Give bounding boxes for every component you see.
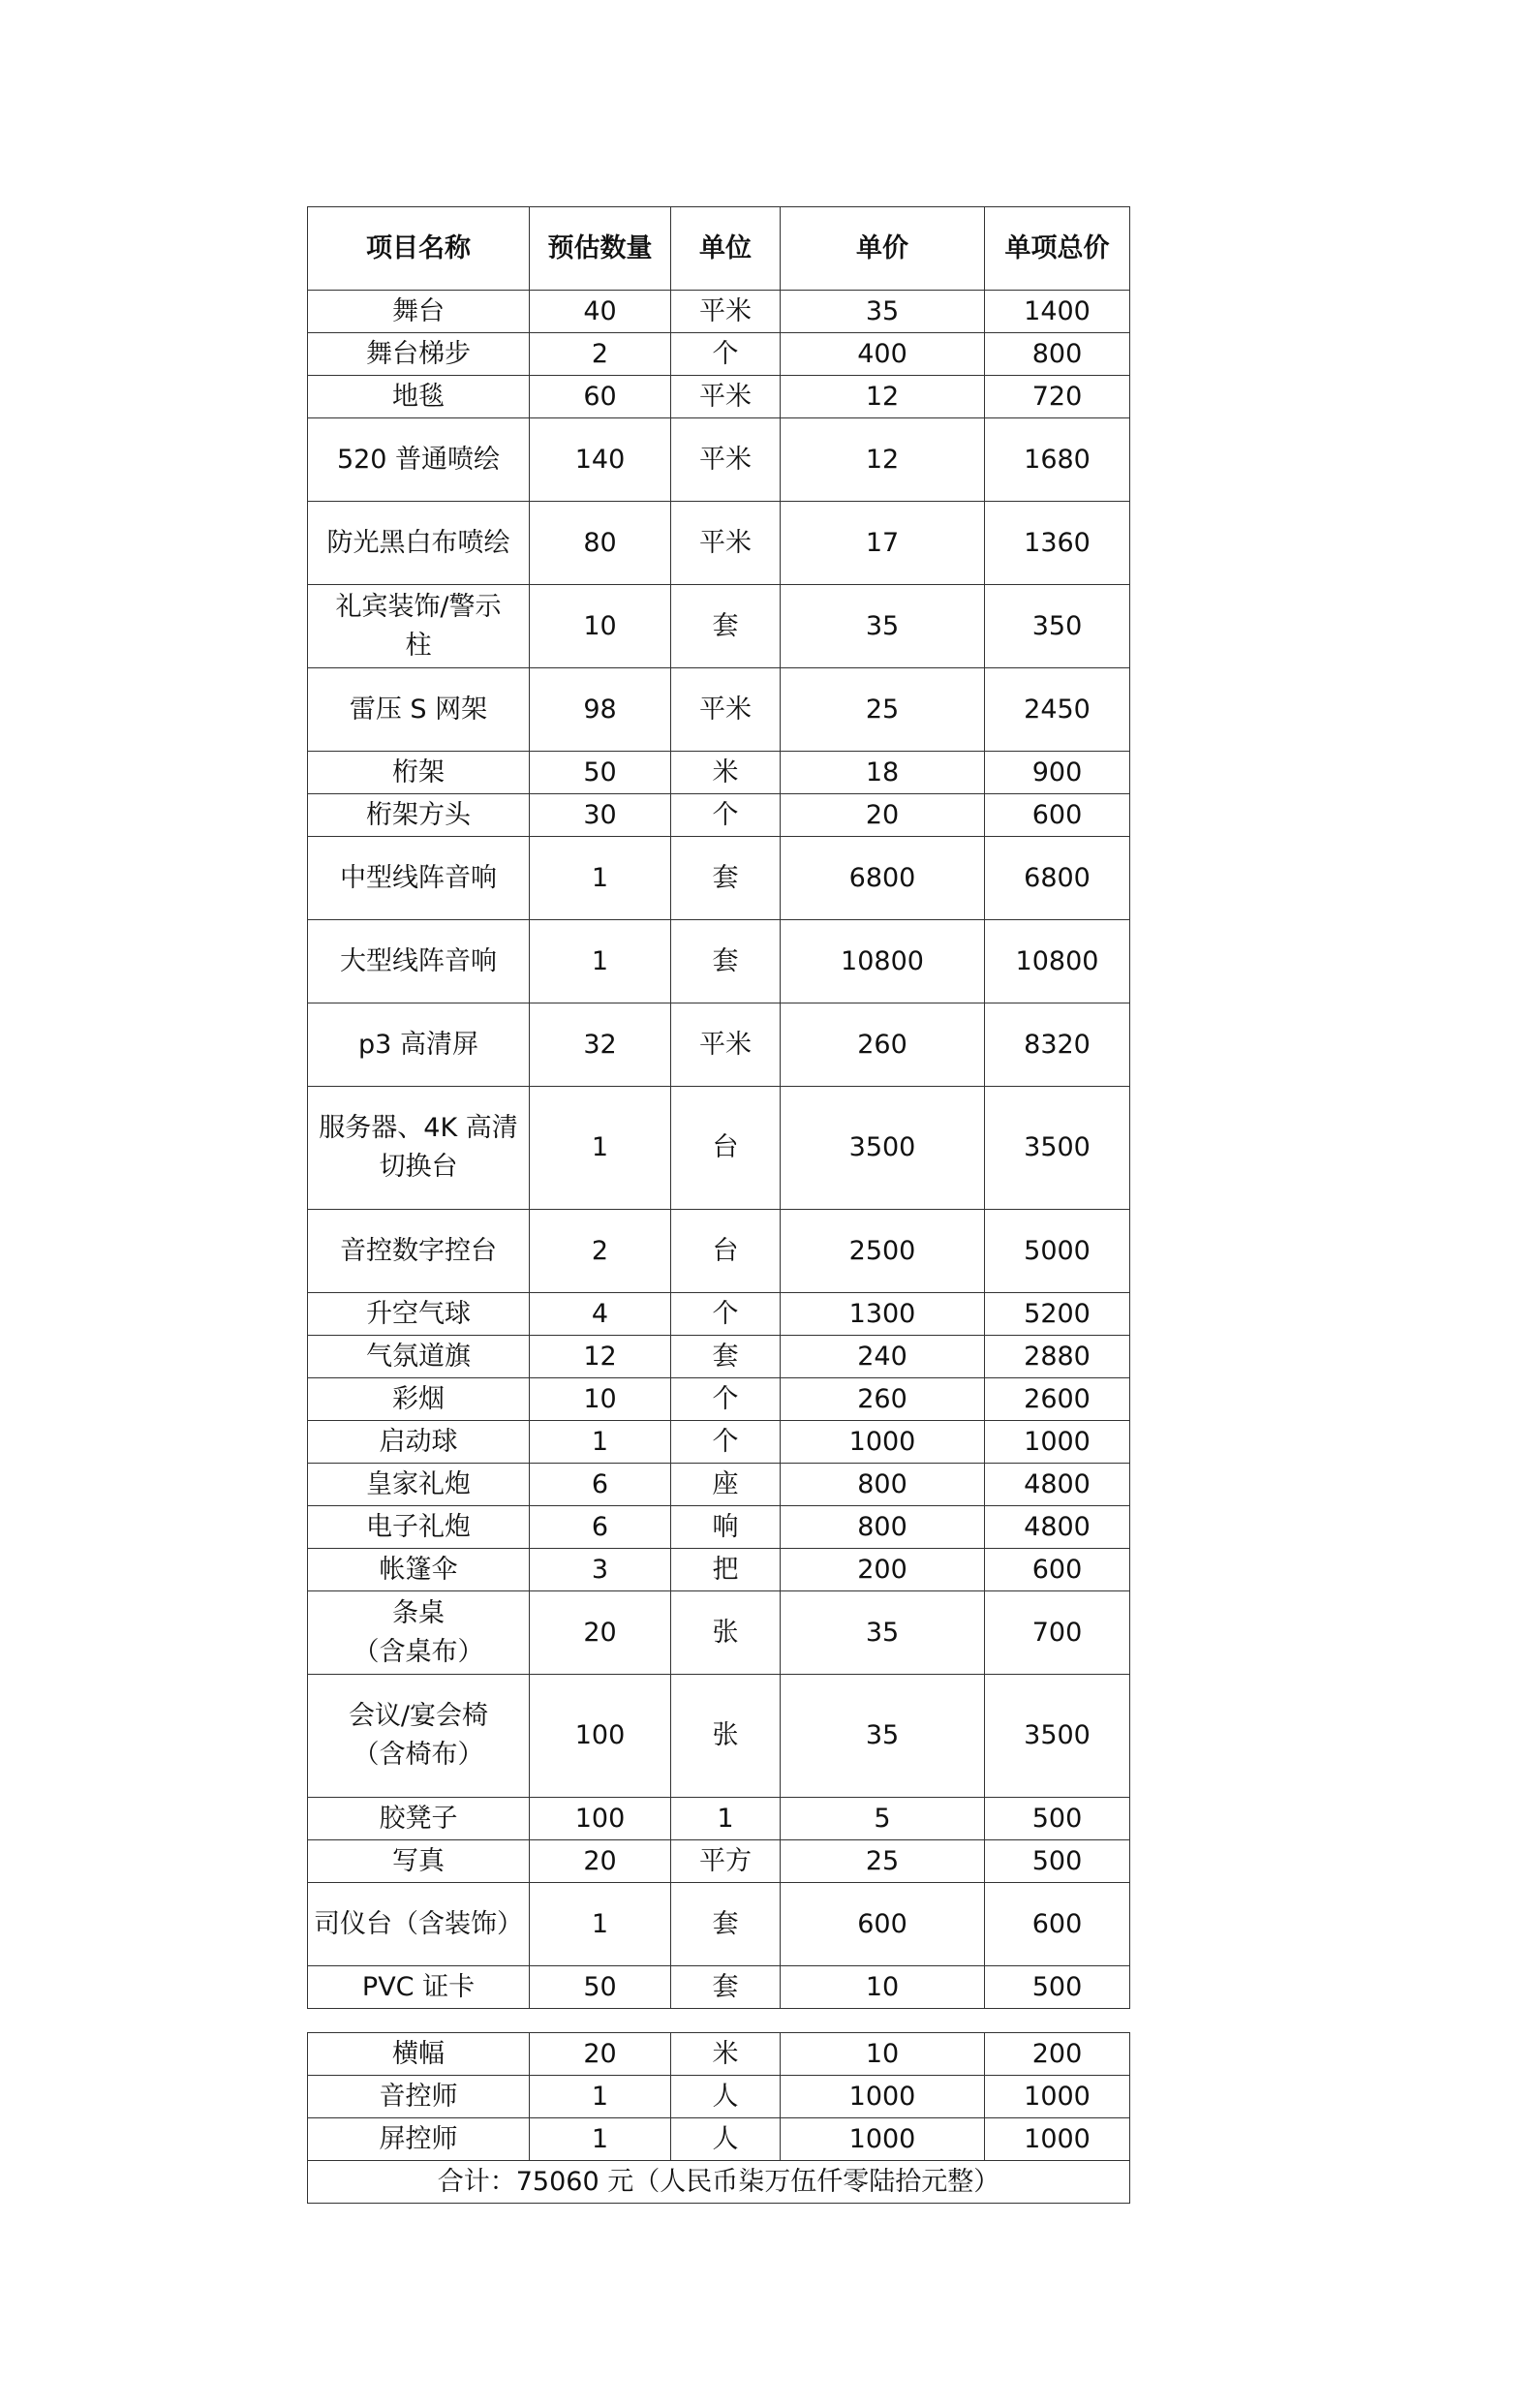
cell-line-total: 2880 (985, 1336, 1130, 1378)
cell-item-name: 舞台梯步 (308, 333, 530, 376)
cell-quantity: 100 (530, 1798, 671, 1840)
cell-unit: 平米 (671, 668, 781, 752)
cell-quantity: 1 (530, 2076, 671, 2118)
cell-line-total: 1000 (985, 2118, 1130, 2161)
table-row (308, 1506, 1130, 1549)
cell-line-total: 350 (985, 585, 1130, 668)
table-row (308, 418, 1130, 502)
column-header-unit-price: 单价 (781, 207, 985, 291)
cell-quantity: 98 (530, 668, 671, 752)
cell-unit: 套 (671, 920, 781, 1003)
cell-line-total: 4800 (985, 1506, 1130, 1549)
cell-text-line: 礼宾装饰/警示 (335, 591, 502, 622)
cell-line-total: 1400 (985, 291, 1130, 333)
cell-line-total: 500 (985, 1966, 1130, 2009)
cell-text-line: （含椅布） (353, 1740, 484, 1770)
cell-line-total: 1360 (985, 502, 1130, 585)
cell-quantity: 50 (530, 1966, 671, 2009)
cell-item-name (308, 585, 530, 668)
cell-quantity: 1 (530, 837, 671, 920)
cell-text-line: （含桌布） (353, 1636, 484, 1667)
cell-quantity: 10 (530, 1378, 671, 1421)
table-row (308, 752, 1130, 794)
cell-line-total: 500 (985, 1840, 1130, 1883)
cell-item-name: 地毯 (308, 376, 530, 418)
cell-unit: 个 (671, 333, 781, 376)
cell-line-total: 1680 (985, 418, 1130, 502)
cell-line-total: 1000 (985, 2076, 1130, 2118)
cell-unit: 响 (671, 1506, 781, 1549)
table-row (308, 1675, 1130, 1798)
cell-quantity: 20 (530, 1840, 671, 1883)
cell-line-total: 3500 (985, 1087, 1130, 1210)
table-header-row (308, 207, 1130, 291)
cell-line-total: 200 (985, 2033, 1130, 2076)
cell-unit-price: 240 (781, 1336, 985, 1378)
cell-unit-price: 800 (781, 1506, 985, 1549)
cell-unit-price: 1300 (781, 1293, 985, 1336)
cell-line-total: 6800 (985, 837, 1130, 920)
column-header-quantity: 预估数量 (530, 207, 671, 291)
cell-unit-price: 1000 (781, 2076, 985, 2118)
cell-item-name: 皇家礼炮 (308, 1464, 530, 1506)
cell-unit: 个 (671, 1421, 781, 1464)
cell-line-total: 4800 (985, 1464, 1130, 1506)
cell-unit: 座 (671, 1464, 781, 1506)
cell-text-line: 切换台 (379, 1152, 458, 1182)
table-row (308, 1840, 1130, 1883)
table-row (308, 1966, 1130, 2009)
cell-line-total: 2450 (985, 668, 1130, 752)
cell-line-total: 500 (985, 1798, 1130, 1840)
cell-unit: 套 (671, 837, 781, 920)
cell-text-line: 会议/宴会椅 (348, 1701, 489, 1731)
cell-quantity: 1 (530, 1883, 671, 1966)
grand-total-text: 合计：75060 元（人民币柒万伍仟零陆拾元整） (308, 2161, 1130, 2204)
cell-unit-price: 17 (781, 502, 985, 585)
cell-unit: 人 (671, 2076, 781, 2118)
cell-unit-price: 1000 (781, 2118, 985, 2161)
cell-item-name: PVC 证卡 (308, 1966, 530, 2009)
cell-quantity: 80 (530, 502, 671, 585)
cell-unit: 套 (671, 585, 781, 668)
cell-quantity: 60 (530, 376, 671, 418)
cell-unit: 平米 (671, 376, 781, 418)
cell-item-name: 横幅 (308, 2033, 530, 2076)
cell-unit-price: 25 (781, 668, 985, 752)
cell-line-total: 10800 (985, 920, 1130, 1003)
cell-unit: 人 (671, 2118, 781, 2161)
table-row (308, 291, 1130, 333)
cell-line-total: 900 (985, 752, 1130, 794)
cell-unit-price: 35 (781, 291, 985, 333)
cell-quantity: 1 (530, 1421, 671, 1464)
cell-unit: 张 (671, 1675, 781, 1798)
cell-line-total: 700 (985, 1591, 1130, 1675)
table-row (308, 1336, 1130, 1378)
cell-item-name: 启动球 (308, 1421, 530, 1464)
cell-unit: 套 (671, 1336, 781, 1378)
cell-unit: 台 (671, 1087, 781, 1210)
cell-quantity: 12 (530, 1336, 671, 1378)
cell-unit: 台 (671, 1210, 781, 1293)
table-row (308, 2076, 1130, 2118)
cell-unit-price: 400 (781, 333, 985, 376)
cell-unit-price: 260 (781, 1003, 985, 1087)
cell-item-name: 大型线阵音响 (308, 920, 530, 1003)
cell-line-total: 600 (985, 1549, 1130, 1591)
table-row (308, 585, 1130, 668)
cell-line-total: 5200 (985, 1293, 1130, 1336)
summary-row (308, 2161, 1130, 2204)
cell-quantity: 4 (530, 1293, 671, 1336)
cell-unit: 张 (671, 1591, 781, 1675)
table-row (308, 1087, 1130, 1210)
table-row (308, 1293, 1130, 1336)
cell-unit: 平米 (671, 502, 781, 585)
cell-item-name (308, 1087, 530, 1210)
cell-item-name: 写真 (308, 1840, 530, 1883)
cell-quantity: 1 (530, 2118, 671, 2161)
cell-item-name: 电子礼炮 (308, 1506, 530, 1549)
cell-item-name: 帐篷伞 (308, 1549, 530, 1591)
cell-unit-price: 35 (781, 1591, 985, 1675)
table-row (308, 333, 1130, 376)
cell-text-line: 柱 (405, 630, 432, 661)
cell-quantity: 20 (530, 1591, 671, 1675)
cell-item-name: 桁架 (308, 752, 530, 794)
cell-unit: 套 (671, 1966, 781, 2009)
cell-item-name: 音控数字控台 (308, 1210, 530, 1293)
cell-quantity: 1 (530, 1087, 671, 1210)
cell-line-total: 3500 (985, 1675, 1130, 1798)
cell-line-total: 5000 (985, 1210, 1130, 1293)
cell-line-total: 1000 (985, 1421, 1130, 1464)
table-row (308, 1464, 1130, 1506)
cell-unit: 米 (671, 2033, 781, 2076)
cell-text-line: 服务器、4K 高清 (319, 1113, 518, 1143)
cell-item-name (308, 1675, 530, 1798)
cell-unit-price: 18 (781, 752, 985, 794)
cell-line-total: 800 (985, 333, 1130, 376)
table-row (308, 1421, 1130, 1464)
cell-line-total: 2600 (985, 1378, 1130, 1421)
cell-item-name: 雷压 S 网架 (308, 668, 530, 752)
cell-item-name: 胶凳子 (308, 1798, 530, 1840)
cell-quantity: 1 (530, 920, 671, 1003)
cell-unit: 个 (671, 1293, 781, 1336)
cell-item-name: 防光黑白布喷绘 (308, 502, 530, 585)
cell-unit: 1 (671, 1798, 781, 1840)
cell-unit-price: 200 (781, 1549, 985, 1591)
quote-table-body (308, 291, 1130, 2009)
table-row (308, 1798, 1130, 1840)
cell-unit: 把 (671, 1549, 781, 1591)
cell-quantity: 100 (530, 1675, 671, 1798)
cell-quantity: 10 (530, 585, 671, 668)
cell-unit-price: 260 (781, 1378, 985, 1421)
cell-item-name: 屏控师 (308, 2118, 530, 2161)
cell-quantity: 2 (530, 333, 671, 376)
cell-unit: 平方 (671, 1840, 781, 1883)
cell-unit: 套 (671, 1883, 781, 1966)
cell-unit-price: 20 (781, 794, 985, 837)
table-row (308, 837, 1130, 920)
cell-unit-price: 3500 (781, 1087, 985, 1210)
cell-unit: 个 (671, 1378, 781, 1421)
cell-unit-price: 10 (781, 2033, 985, 2076)
cell-unit-price: 800 (781, 1464, 985, 1506)
cell-item-name: 升空气球 (308, 1293, 530, 1336)
cell-item-name: 桁架方头 (308, 794, 530, 837)
cell-quantity: 2 (530, 1210, 671, 1293)
cell-item-name: p3 高清屏 (308, 1003, 530, 1087)
cell-unit-price: 12 (781, 418, 985, 502)
cell-unit: 平米 (671, 291, 781, 333)
table-row (308, 376, 1130, 418)
cell-unit: 平米 (671, 418, 781, 502)
table-row (308, 920, 1130, 1003)
cell-quantity: 30 (530, 794, 671, 837)
column-header-line-total: 单项总价 (985, 207, 1130, 291)
cell-unit: 平米 (671, 1003, 781, 1087)
cell-item-name: 中型线阵音响 (308, 837, 530, 920)
quote-table (307, 206, 1130, 2009)
cell-quantity: 32 (530, 1003, 671, 1087)
cell-line-total: 8320 (985, 1003, 1130, 1087)
cell-quantity: 40 (530, 291, 671, 333)
table-row (308, 1883, 1130, 1966)
table-row (308, 794, 1130, 837)
column-header-item-name: 项目名称 (308, 207, 530, 291)
cell-unit-price: 12 (781, 376, 985, 418)
cell-text-line: 条桌 (392, 1597, 445, 1628)
cell-line-total: 600 (985, 1883, 1130, 1966)
table-row (308, 1549, 1130, 1591)
table-row (308, 668, 1130, 752)
table-row (308, 502, 1130, 585)
cell-unit: 米 (671, 752, 781, 794)
column-header-unit: 单位 (671, 207, 781, 291)
cell-unit-price: 5 (781, 1798, 985, 1840)
cell-unit-price: 6800 (781, 837, 985, 920)
cell-quantity: 6 (530, 1464, 671, 1506)
cell-unit-price: 35 (781, 585, 985, 668)
extra-quote-table-body (308, 2033, 1130, 2161)
table-row (308, 1003, 1130, 1087)
table-row (308, 2118, 1130, 2161)
cell-unit-price: 1000 (781, 1421, 985, 1464)
table-row (308, 1378, 1130, 1421)
cell-unit-price: 2500 (781, 1210, 985, 1293)
cell-unit-price: 600 (781, 1883, 985, 1966)
cell-item-name: 520 普通喷绘 (308, 418, 530, 502)
extra-quote-table (307, 2032, 1130, 2204)
cell-quantity: 20 (530, 2033, 671, 2076)
table-row (308, 1210, 1130, 1293)
cell-item-name: 气氛道旗 (308, 1336, 530, 1378)
cell-quantity: 140 (530, 418, 671, 502)
cell-unit: 个 (671, 794, 781, 837)
cell-unit-price: 10 (781, 1966, 985, 2009)
cell-line-total: 720 (985, 376, 1130, 418)
cell-quantity: 6 (530, 1506, 671, 1549)
cell-unit-price: 10800 (781, 920, 985, 1003)
table-row (308, 2033, 1130, 2076)
cell-line-total: 600 (985, 794, 1130, 837)
cell-item-name: 舞台 (308, 291, 530, 333)
cell-quantity: 50 (530, 752, 671, 794)
cell-item-name (308, 1591, 530, 1675)
cell-unit-price: 35 (781, 1675, 985, 1798)
cell-unit-price: 25 (781, 1840, 985, 1883)
cell-item-name: 彩烟 (308, 1378, 530, 1421)
table-row (308, 1591, 1130, 1675)
cell-item-name: 音控师 (308, 2076, 530, 2118)
cell-quantity: 3 (530, 1549, 671, 1591)
cell-item-name: 司仪台（含装饰） (308, 1883, 530, 1966)
